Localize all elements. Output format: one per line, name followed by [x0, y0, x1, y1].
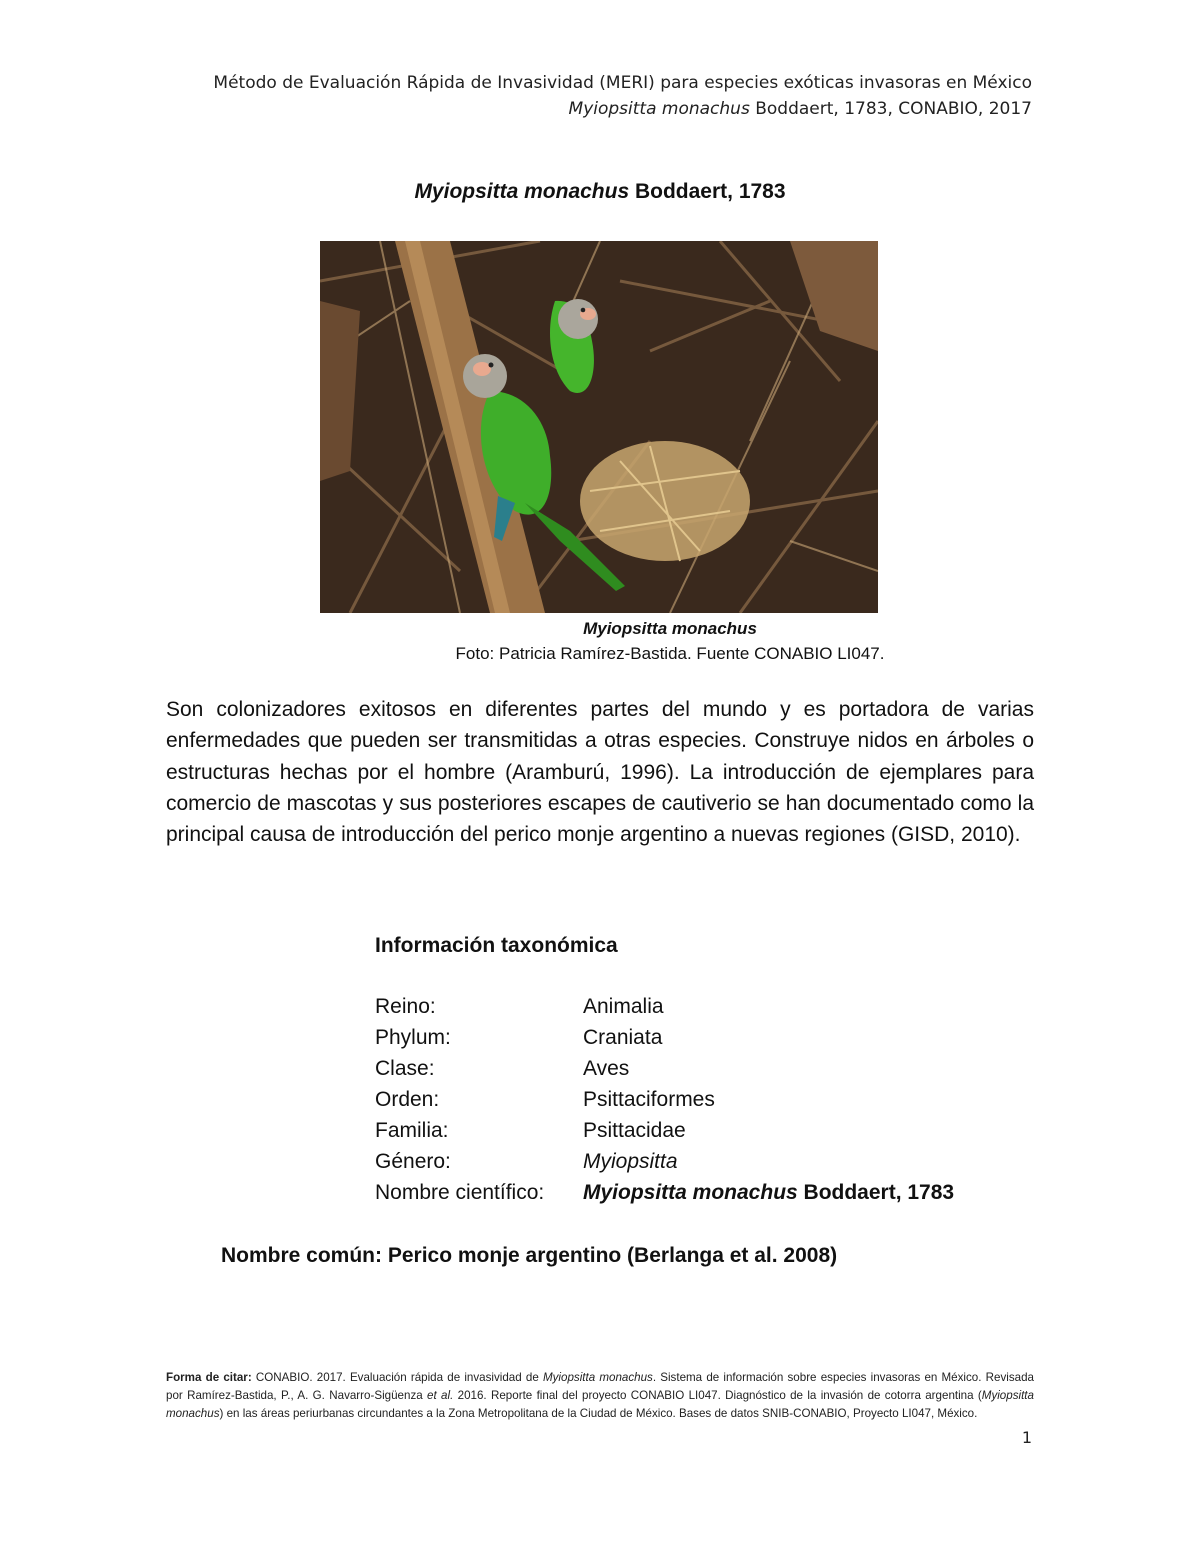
citation-label: Forma de citar:	[166, 1371, 252, 1384]
taxonomy-value: Psittaciformes	[583, 1088, 715, 1111]
title-species: Myiopsitta monachus	[414, 180, 630, 203]
taxonomy-label: Reino:	[375, 995, 436, 1018]
taxonomy-label: Clase:	[375, 1057, 435, 1080]
taxonomy-value: Craniata	[583, 1026, 663, 1049]
taxonomy-value: Myiopsitta	[583, 1150, 678, 1173]
taxonomy-row-nombre-cientifico	[375, 1181, 1075, 1212]
page-title	[0, 180, 1200, 204]
citation-text: . Sistema de información sobre especies invasoras en México. Revisada por Ramírez-Bastida, P., A. G. Navarro-Sigüenza	[166, 1371, 1034, 1402]
citation-text: CONABIO. 2017. Evaluación rápida de invasividad de	[251, 1371, 543, 1384]
photo-caption-species: Myiopsitta monachus	[583, 619, 757, 638]
citation-etal: et al.	[427, 1389, 454, 1402]
header-species: Myiopsitta monachus	[568, 99, 750, 119]
taxonomy-value	[583, 1181, 954, 1205]
parrot-photo-illustration	[320, 241, 878, 613]
parrot-photo	[320, 241, 878, 613]
scientific-name-author: Boddaert, 1783	[797, 1181, 955, 1204]
taxonomy-row-familia	[375, 1119, 1075, 1150]
running-header	[213, 70, 1032, 122]
citation-species: Myiopsitta monachus	[166, 1389, 1034, 1420]
header-citation: Boddaert, 1783, CONABIO, 2017	[749, 99, 1032, 119]
citation-text: 2016. Reporte final del proyecto CONABIO LI047. Diagnóstico de la invasión de cotorra argentina (	[453, 1389, 982, 1402]
taxonomy-label: Orden:	[375, 1088, 440, 1111]
common-name: Nombre común: Perico monje argentino (Berlanga et al. 2008)	[221, 1244, 838, 1267]
intro-paragraph: Son colonizadores exitosos en diferentes partes del mundo y es portadora de varias enfermedades que pueden ser transmitidas a otras especies. Construye nidos en árboles o estructuras hechas por el hombre (Aramburú, 1996). La introducción de ejemplares para comercio de mascotas y sus posteriores escapes de cautiverio se han documentado como la principal causa de introducción del perico monje argentino a nuevas regiones (GISD, 2010).	[166, 698, 1034, 847]
taxonomy-label: Familia:	[375, 1119, 449, 1142]
photo-caption-credit: Foto: Patricia Ramírez-Bastida. Fuente CONABIO LI047.	[455, 644, 885, 663]
page-number: 1	[1021, 1428, 1032, 1447]
scientific-name-species: Myiopsitta monachus	[583, 1181, 798, 1204]
title-author: Boddaert, 1783	[629, 180, 786, 203]
taxonomy-label: Género:	[375, 1150, 451, 1173]
header-line-1: Método de Evaluación Rápida de Invasividad (MERI) para especies exóticas invasoras en México	[213, 73, 1032, 93]
taxonomy-row-genero	[375, 1150, 1075, 1181]
taxonomy-row-orden	[375, 1088, 1075, 1119]
taxonomy-label: Phylum:	[375, 1026, 451, 1049]
taxonomy-value: Psittacidae	[583, 1119, 686, 1142]
taxonomy-row-phylum	[375, 1026, 1075, 1057]
citation-species: Myiopsitta monachus	[542, 1371, 653, 1384]
taxonomy-heading: Información taxonómica	[375, 934, 618, 957]
taxonomy-label: Nombre científico:	[375, 1181, 545, 1204]
taxonomy-value: Aves	[583, 1057, 630, 1080]
citation-text: ) en las áreas periurbanas circundantes a la Zona Metropolitana de la Ciudad de México. Bases de datos SNIB-CONABIO, Proyecto LI047, México.	[219, 1407, 978, 1420]
header-line-2	[213, 96, 1032, 122]
citation-footnote	[166, 1369, 1034, 1423]
taxonomy-row-reino	[375, 995, 1075, 1026]
taxonomy-value: Animalia	[583, 995, 664, 1018]
taxonomy-row-clase	[375, 1057, 1075, 1088]
